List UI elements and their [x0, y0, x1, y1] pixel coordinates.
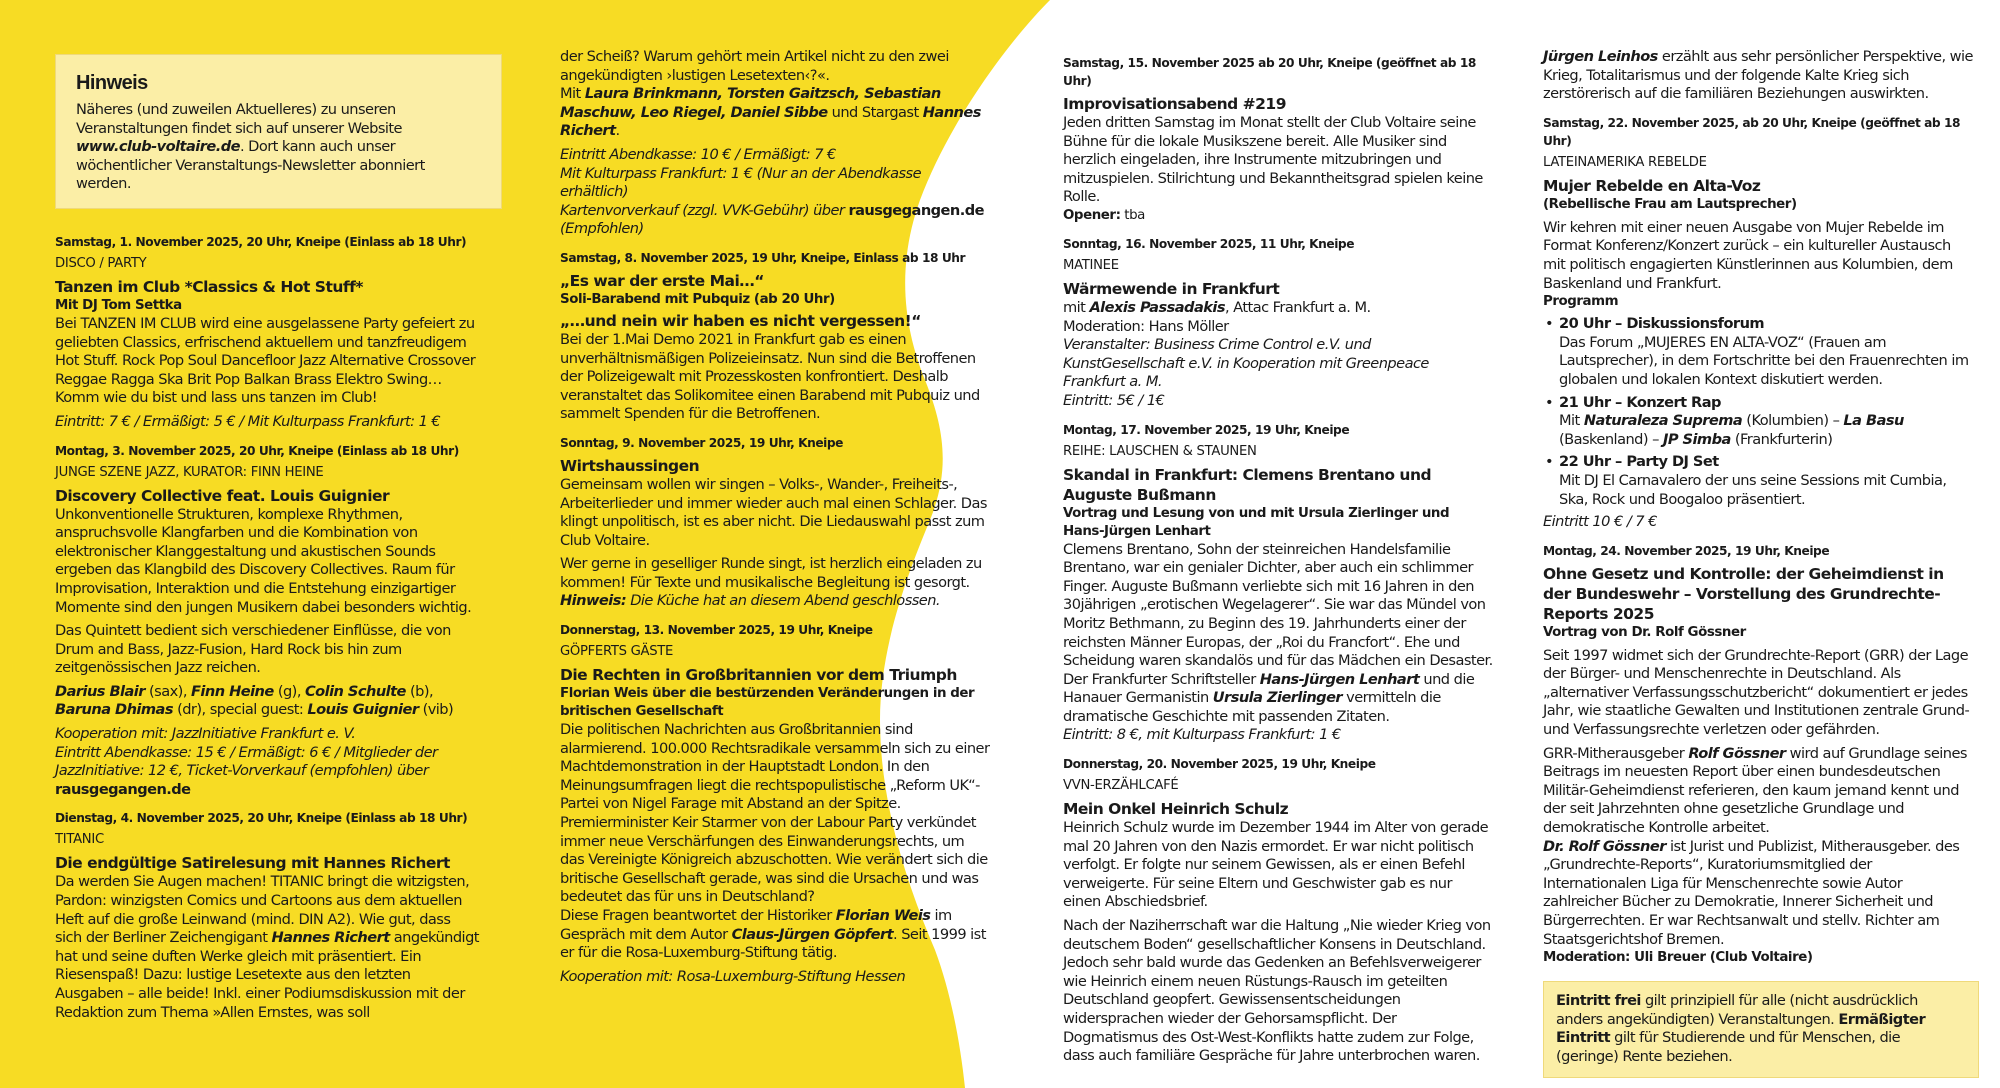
event-price: Mit Kulturpass Frankfurt: 1 € (Nur an der Abendkasse erhältlich) — [560, 164, 921, 201]
event-cooperation: Kooperation mit: Rosa-Luxemburg-Stiftung Hessen — [560, 967, 906, 985]
event-date: Sonntag, 9. November 2025, 19 Uhr, Kneipe — [560, 435, 843, 450]
program-label: Programm — [1543, 294, 1619, 310]
event-price: Eintritt: 5€ / 1€ — [1063, 391, 1165, 409]
event-lineup: Mit Laura Brinkmann, Torsten Gaitzsch, Sebastian Maschuw, Leo Riegel, Daniel Sibbe und Stargast Hannes Richert. — [560, 85, 981, 140]
event-organizer: Veranstalter: Business Crime Control e.V. und KunstGesellschaft e.V. in Kooperation mit Greenpeace Frankfurt a. M. — [1063, 336, 1429, 391]
column-3 — [1063, 54, 1493, 1076]
event-title: Improvisationsabend #219 — [1063, 95, 1286, 113]
event-price: Eintritt: 8 €, mit Kulturpass Frankfurt: 1 € — [1063, 726, 1341, 744]
event-titanic — [55, 809, 480, 1022]
event-subtitle: Vortrag und Lesung von und mit Ursula Zierlinger und Hans-Jürgen Lenhart — [1063, 505, 1450, 539]
event-category: MATINEE — [1063, 257, 1119, 273]
event-text: der Scheiß? Warum gehört mein Artikel nicht zu den zwei angekündigten ›lustigen Lesetexten‹?«. — [560, 48, 949, 84]
event-grossbritannien — [560, 621, 990, 986]
event-subtitle: Florian Weis über die bestürzenden Veränderungen in der britischen Gesellschaft — [560, 686, 975, 720]
event-date: Sonntag, 16. November 2025, 11 Uhr, Kneipe — [1063, 236, 1355, 251]
event-title: Mujer Rebelde en Alta-Voz — [1543, 176, 1761, 195]
event-text: Bei der 1.Mai Demo 2021 in Frankfurt gab es einen unverhältnismäßigen Polizeieinsatz. Nun sind die Betroffenen der Polizeigewalt mit Prozesskosten konfrontiert. Deshalb veranstaltet das Solikomitee einen Barabend mit Pubquiz und sammelt Spenden für die Betroffenen. — [560, 330, 980, 423]
event-title-2: „…und nein wir haben es nicht vergessen!“ — [560, 311, 921, 330]
column-1 — [55, 54, 480, 1032]
program-item: • 21 Uhr – Konzert Rap Mit Naturaleza Suprema (Kolumbien) – La Basu (Baskenland) – JP Simba (Frankfurterin) — [1543, 394, 1973, 450]
event-date: Donnerstag, 13. November 2025, 19 Uhr, Kneipe — [560, 623, 873, 638]
event-brentano — [1063, 421, 1493, 746]
event-wirtshaussingen — [560, 434, 990, 611]
event-text: Seit 1997 widmet sich der Grundrechte-Report (GRR) der Lage der Bürger- und Menschenrechte in Deutschland. Als „alternativer Verfassungsschutzbericht“ dokumentiert er jedes Jahr, wie staatliche Gewalten und Institutionen zentrale Grund- und Verfassungsrechte verletzen oder gefährden. — [1543, 646, 1970, 739]
event-cooperation: Kooperation mit: JazzInitiative Frankfurt e. V. — [55, 725, 356, 743]
column-4 — [1543, 48, 1973, 1078]
event-opener: Opener: tba — [1063, 207, 1145, 223]
event-category: LATEINAMERIKA REBELDE — [1543, 154, 1707, 170]
event-text: Heinrich Schulz wurde im Dezember 1944 im Alter von gerade mal 20 Jahren von den Nazis ermordet. Er war nicht politisch verfolgt. Er folgte nur seinem Gewissen, als er einen Befehl verweigerte. Für seine Eltern und Geschwister gab es nur einen Abschiedsbrief. — [1063, 819, 1489, 911]
event-category: REIHE: LAUSCHEN & STAUNEN — [1063, 443, 1257, 459]
event-title: Tanzen im Club *Classics & Hot Stuff* — [55, 277, 363, 296]
event-title: Wirtshaussingen — [560, 456, 700, 475]
event-text: Gemeinsam wollen wir singen – Volks-, Wander-, Freiheits-, Arbeiterlieder und immer wieder auch mal einen Schlager. Das klingt unpolitisch, ist es aber nicht. Die Liedauswahl passt zum Club Voltaire. — [560, 475, 987, 549]
event-heinrich-schulz — [1063, 755, 1493, 1066]
event-price: Eintritt 10 € / 7 € — [1543, 513, 1657, 531]
admission-info-text: Eintritt frei gilt prinzipiell für alle (nicht ausdrücklich anders angekündigten) Veranstaltungen. Ermäßigter Eintritt gilt für Studierende und für Menschen, die (geringe) Rente beziehen. — [1556, 992, 1926, 1065]
event-date: Samstag, 1. November 2025, 20 Uhr, Kneipe (Einlass ab 18 Uhr) — [55, 234, 467, 249]
event-text: Wir kehren mit einer neuen Ausgabe von Mujer Rebelde im Format Konferenz/Konzert zurück – ein kultureller Austausch mit politisch engagierten Künstlerinnen aus Kolumbien, dem Baskenland und Frankfurt. — [1543, 218, 1953, 292]
event-text: Wer gerne in geselliger Runde singt, ist herzlich eingeladen zu kommen! Für Texte und musikalische Begleitung ist gesorgt. — [560, 555, 982, 591]
event-title: Die Rechten in Großbritannien vor dem Triumph — [560, 666, 957, 685]
event-category: TITANIC — [55, 832, 104, 848]
event-text: Dr. Rolf Gössner ist Jurist und Publizist, Mitherausgeber. des „Grundrechte-Reports“, Kuratoriumsmitglied der Internationalen Liga für Menschenrechte sowie Autor zahlreicher Bücher zu Demokratie, Innerer Sicherheit und Bürgerrechten. Er war Rechtsanwalt und stellv. Richter am Staatsgerichtshof Bremen. — [1543, 837, 1960, 948]
event-titanic-continued — [560, 48, 990, 239]
admission-info-box — [1543, 981, 1979, 1077]
event-discovery-collective — [55, 442, 480, 800]
website-link[interactable]: www.club-voltaire.de — [76, 138, 240, 156]
event-moderation: Moderation: Hans Möller — [1063, 317, 1229, 335]
event-subtitle: Soli-Barabend mit Pubquiz (ab 20 Uhr) — [560, 291, 835, 307]
event-date: Montag, 24. November 2025, 19 Uhr, Kneipe — [1543, 543, 1830, 558]
event-text: Nach der Naziherrschaft war die Haltung „Nie wieder Krieg von deutschem Boden“ gesellschaftlicher Konsens in Deutschland. Jedoch sehr bald wurde das Gedenken an Befehlsverweigerer wie Heinrich einem neuen Rüstungs-Rausch im geteilten Deutschland geopfert. Gewissensentscheidungen widersprachen wieder der Gehorsamspflicht. Der Dogmatismus des Ost-West-Konflikts hatte zudem zur Folge, dass auch familiäre Gespräche für Jahre unterbrochen waren. — [1063, 917, 1491, 1065]
event-category: JUNGE SZENE JAZZ, KURATOR: FINN HEINE — [55, 464, 324, 480]
hint-box — [55, 54, 502, 209]
event-presale: Kartenvorverkauf (zzgl. VVK-Gebühr) über rausgegangen.de (Empfohlen) — [560, 201, 984, 238]
event-date: Samstag, 22. November 2025, ab 20 Uhr, Kneipe (geöffnet ab 18 Uhr) — [1543, 115, 1961, 148]
event-title: Wärmewende in Frankfurt — [1063, 279, 1280, 298]
program-item: • 20 Uhr – Diskussionsforum Das Forum „MUJERES EN ALTA-VOZ“ (Frauen am Lautsprecher), in dem Fortschritte bei den Frauenrechten im globalen und lokalen Kontext diskutiert werden. — [1543, 315, 1973, 389]
event-mujer-rebelde — [1543, 114, 1973, 532]
event-text: Diese Fragen beantwortet der Historiker Florian Weis im Gespräch mit dem Autor Claus-Jürgen Göpfert. Seit 1999 ist er für die Rosa-Luxemburg-Stiftung tätig. — [560, 907, 986, 962]
event-text: Jeden dritten Samstag im Monat stellt der Club Voltaire seine Bühne für die lokale Musikszene bereit. Alle Musiker sind herzlich eingeladen, ihre Instrumente mitzubringen und mitzuspielen. Stilrichtung und Bekanntheitsgrad spielen keine Rolle. — [1063, 114, 1483, 206]
event-title: Die endgültige Satirelesung mit Hannes Richert — [55, 854, 450, 873]
event-text: Bei TANZEN IM CLUB wird eine ausgelassene Party gefeiert zu geliebten Classics, erfrischend aktuellem und tanzfreudigem Hot Stuff. Rock Pop Soul Dancefloor Jazz Alternative Crossover Reggae Ragga Ska Brit Pop Balkan Brass Elektro Swing… Komm wie du bist und lass uns tanzen im Club! — [55, 314, 476, 407]
event-price: Eintritt: 7 € / Ermäßigt: 5 € / Mit Kulturpass Frankfurt: 1 € — [55, 412, 441, 430]
program-list — [1543, 315, 1973, 509]
event-category: GÖPFERTS GÄSTE — [560, 644, 674, 660]
event-waermewende — [1063, 235, 1493, 411]
event-tanzen-im-club — [55, 233, 480, 432]
event-text: Die politischen Nachrichten aus Großbritannien sind alarmierend. 100.000 Rechtsradikale versammeln sich zu einer Machtdemonstration in der Hauptstadt London. In den Meinungsumfragen liegt die rechtspopulistische „Reform UK“-Partei von Nigel Farage mit Abstand an der Spitze. Premierminister Keir Starmer von der Labour Party verkündet immer neue Verschärfungen des Einwanderungsrechts, um das Vereinigte Königreich abzuschotten. Wie verändert sich die britische Gesellschaft gerade, was sind die Ursachen und was bedeutet das für uns in Deutschland? — [560, 721, 990, 906]
event-subtitle: Mit DJ Tom Settka — [55, 297, 182, 313]
ticket-link[interactable]: rausgegangen.de — [848, 201, 984, 219]
event-date: Samstag, 15. November 2025 ab 20 Uhr, Kneipe (geöffnet ab 18 Uhr) — [1063, 56, 1476, 88]
event-subtitle: (Rebellische Frau am Lautsprecher) — [1543, 196, 1797, 212]
hint-title: Hinweis — [76, 72, 148, 94]
event-lineup: Darius Blair (sax), Finn Heine (g), Colin Schulte (b), Baruna Dhimas (dr), special guest: Louis Guignier (vib) — [55, 682, 454, 719]
event-date: Donnerstag, 20. November 2025, 19 Uhr, Kneipe — [1063, 757, 1376, 772]
program-item: • 22 Uhr – Party DJ Set Mit DJ El Carnavalero der uns seine Sessions mit Cumbia, Ska, Rock und Boogaloo präsentiert. — [1543, 453, 1973, 509]
event-title: Mein Onkel Heinrich Schulz — [1063, 800, 1289, 819]
event-category: DISCO / PARTY — [55, 255, 147, 271]
event-text: Der Frankfurter Schriftsteller Hans-Jürgen Lenhart und die Hanauer Germanistin Ursula Zierlinger vermitteln die dramatische Geschichte mit passenden Zitaten. — [1063, 670, 1475, 725]
event-date: Montag, 17. November 2025, 19 Uhr, Kneipe — [1063, 422, 1350, 437]
event-price: Eintritt Abendkasse: 15 € / Ermäßigt: 6 € / Mitglieder der JazzInitiative: 12 €, Ticket-Vorverkauf (empfohlen) über rausgegangen.de — [55, 743, 438, 798]
event-subtitle: Vortrag von Dr. Rolf Gössner — [1543, 624, 1746, 640]
event-grundrechte-report — [1543, 542, 1973, 968]
event-text: Clemens Brentano, Sohn der steinreichen Handelsfamilie Brentano, war ein genialer Dichter, aber auch ein schlimmer Finger. Auguste Bußmann verliebte sich mit 16 Jahren in den 30jährigen „erotischen Wegelagerer“. Sie war das Mündel von Moritz Bethmann, zu Beginn des 19. Jahrhunderts einer der reichsten Männer Europas, der „Roi du Francfort“. Ehe und Scheidung waren skandalös und für das Mädchen ein Desaster. — [1063, 540, 1493, 670]
event-date: Montag, 3. November 2025, 20 Uhr, Kneipe (Einlass ab 18 Uhr) — [55, 443, 459, 458]
event-moderation: Moderation: Uli Breuer (Club Voltaire) — [1543, 950, 1813, 966]
event-text: Jürgen Leinhos erzählt aus sehr persönlicher Perspektive, wie Krieg, Totalitarismus und der folgende Kalte Krieg sich zerstörerisch auf die familiären Beziehungen auswirkten. — [1543, 48, 1973, 103]
event-price: Eintritt Abendkasse: 10 € / Ermäßigt: 7 € — [560, 145, 836, 163]
event-title: „Es war der erste Mai…“ — [560, 271, 764, 290]
event-text: GRR-Mitherausgeber Rolf Gössner wird auf Grundlage seines Beitrags im neuesten Report über einen bundesdeutschen Militär-Geheimdienst referieren, den kaum jemand kennt und der seit Jahrzehnten ohne gesetzliche Grundlage und demokratische Kontrolle arbeitet. — [1543, 744, 1967, 837]
event-text: Unkonventionelle Strukturen, komplexe Rhythmen, anspruchsvolle Klangfarben und die Kombination von elektronischer Klanggestaltung und akustischen Sounds ergeben das Klangbild des Discovery Collectives. Raum für Improvisation, Interaktion und die Entstehung einzigartiger Momente sind den jungen Musikern dabei besonders wichtig. — [55, 505, 472, 616]
column-2 — [560, 48, 990, 996]
event-text: Das Quintett bedient sich verschiedener Einflüsse, die von Drum and Bass, Jazz-Fusion, Hard Rock bis hin zum zeitgenössischen Jazz reichen. — [55, 622, 451, 677]
event-improvisationsabend — [1063, 54, 1493, 225]
event-title: Ohne Gesetz und Kontrolle: der Geheimdienst in der Bundeswehr – Vorstellung des Grundrechte-Reports 2025 — [1543, 564, 1944, 623]
ticket-link[interactable]: rausgegangen.de — [55, 780, 191, 798]
event-title: Skandal in Frankfurt: Clemens Brentano und Auguste Bußmann — [1063, 465, 1432, 504]
event-text: Da werden Sie Augen machen! TITANIC bringt die witzigsten, Pardon: winzigsten Comics und Cartoons aus dem aktuellen Heft auf die große Leinwand (mind. DIN A2). Wie gut, dass sich der Berliner Zeichengigant Hannes Richert angekündigt hat und seine duften Werke gleich mit präsentiert. Ein Riesenspaß! Dazu: lustige Lesetexte aus den letzten Ausgaben – alle beide! Inkl. einer Podiumsdiskussion mit der Redaktion zum Thema »Allen Ernstes, was soll — [55, 873, 479, 1021]
event-heinrich-schulz-continued — [1543, 48, 1973, 104]
event-date: Samstag, 8. November 2025, 19 Uhr, Kneipe, Einlass ab 18 Uhr — [560, 250, 966, 265]
event-erster-mai — [560, 249, 990, 424]
event-title: Discovery Collective feat. Louis Guignier — [55, 486, 390, 505]
event-date: Dienstag, 4. November 2025, 20 Uhr, Kneipe (Einlass ab 18 Uhr) — [55, 811, 468, 826]
event-category: VVN-ERZÄHLCAFÉ — [1063, 778, 1179, 794]
event-hint: Hinweis: Die Küche hat an diesem Abend geschlossen. — [560, 592, 941, 610]
hint-text: Näheres (und zuweilen Aktuelleres) zu unseren Veranstaltungen findet sich auf unserer Website www.club-voltaire.de. Dort kann auch unser wöchentlicher Veranstaltungs-Newsletter abonniert werden. — [76, 101, 425, 193]
event-guest: mit Alexis Passadakis, Attac Frankfurt a. M. — [1063, 298, 1371, 316]
